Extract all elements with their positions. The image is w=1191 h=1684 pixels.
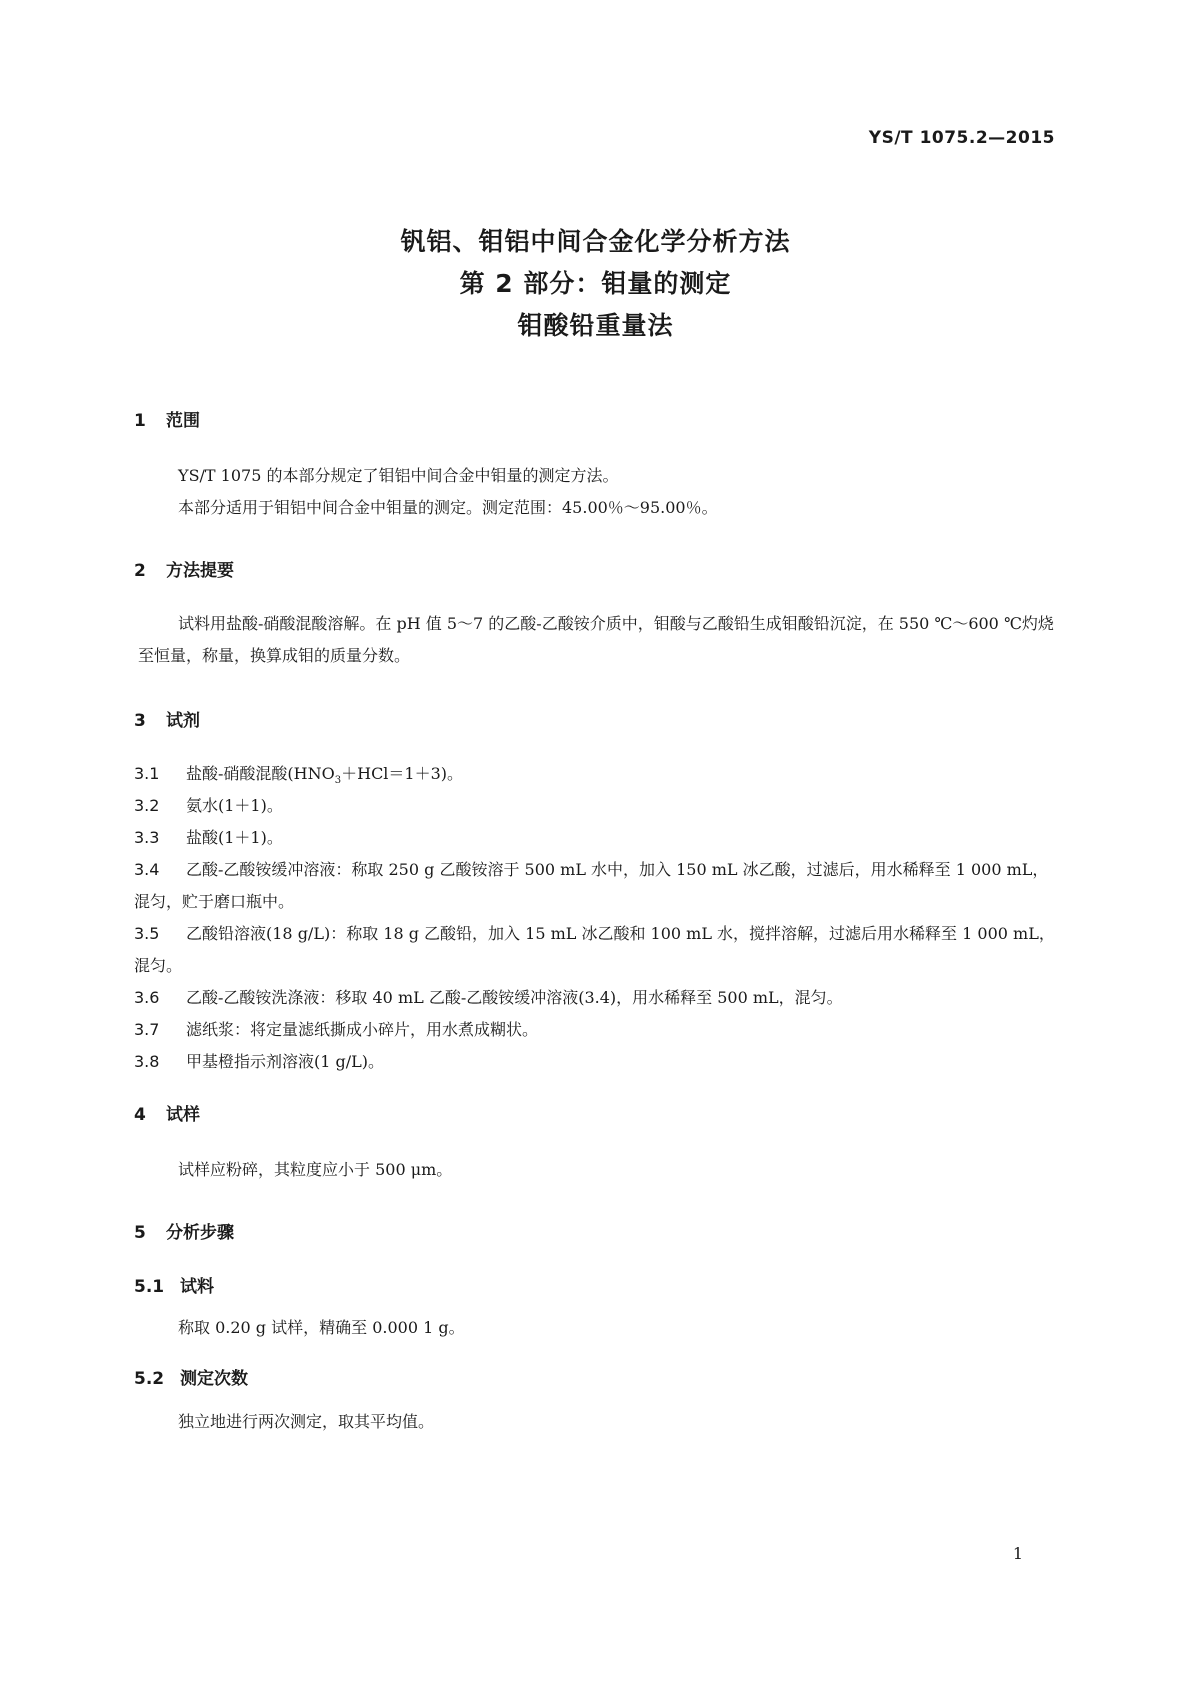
section-title: 试样: [166, 1105, 200, 1125]
section-number: 2: [134, 561, 146, 581]
item-text: 甲基橙指示剂溶液(1 g/L)。: [186, 1052, 385, 1071]
section-heading-4: [134, 1100, 200, 1125]
section-heading-5: [134, 1218, 234, 1243]
paragraph: 独立地进行两次测定，取其平均值。: [178, 1412, 435, 1431]
paragraph: YS/T 1075 的本部分规定了钼铝中间合金中钼量的测定方法。: [178, 466, 619, 485]
section-heading-3: [134, 706, 200, 731]
item-text: 滤纸浆：将定量滤纸撕成小碎片，用水煮成糊状。: [186, 1020, 539, 1039]
subsection-heading-5-1: [134, 1272, 214, 1297]
item-subscript: 3: [334, 775, 342, 787]
section-title: 测定次数: [180, 1369, 248, 1389]
section-title: 方法提要: [166, 561, 234, 581]
paragraph: 称取 0.20 g 试样，精确至 0.000 1 g。: [178, 1318, 465, 1337]
title-line-1: 钒铝、钼铝中间合金化学分析方法: [400, 227, 791, 256]
subsection-heading-5-2: [134, 1364, 248, 1389]
paragraph: 本部分适用于钼铝中间合金中钼量的测定。测定范围：45.00％～95.00％。: [178, 498, 718, 517]
list-item: [134, 822, 1059, 854]
list-item: [134, 854, 1059, 918]
item-number: 3.8: [134, 1052, 160, 1071]
item-number: 3.5: [134, 924, 160, 943]
item-number: 3.1: [134, 764, 160, 783]
item-text: ＋HCl＝1＋3)。: [341, 764, 464, 783]
list-item: [134, 1014, 1059, 1046]
section-title: 试料: [180, 1277, 214, 1297]
item-text: 氨水(1＋1)。: [186, 796, 283, 815]
title-line-3: 钼酸铅重量法: [517, 311, 674, 340]
section-title: 试剂: [166, 711, 200, 731]
list-item: [134, 982, 1059, 1014]
section-number: 3: [134, 711, 146, 731]
item-text: 盐酸(1＋1)。: [186, 828, 283, 847]
list-item: [134, 1046, 1059, 1078]
item-number: 3.4: [134, 860, 160, 879]
standard-code: YS/T 1075.2—2015: [868, 128, 1055, 148]
page-number: 1: [1012, 1544, 1023, 1563]
item-number: 3.6: [134, 988, 160, 1007]
section-number: 4: [134, 1105, 146, 1125]
item-number: 3.3: [134, 828, 160, 847]
item-text: 乙酸铅溶液(18 g/L)：称取 18 g 乙酸铅，加入 15 mL 冰乙酸和 100 mL 水，搅拌溶解，过滤后用水稀释至 1 000 mL，混匀。: [134, 924, 1055, 975]
item-text: 乙酸-乙酸铵缓冲溶液：称取 250 g 乙酸铵溶于 500 mL 水中，加入 150 mL 冰乙酸，过滤后，用水稀释至 1 000 mL，混匀，贮于磨口瓶中。: [134, 860, 1049, 911]
item-number: 3.2: [134, 796, 160, 815]
section-title: 分析步骤: [166, 1223, 234, 1243]
section-number: 5.2: [134, 1369, 165, 1389]
section-number: 1: [134, 411, 146, 431]
item-number: 3.7: [134, 1020, 160, 1039]
item-text: 盐酸-硝酸混酸(HNO: [186, 764, 335, 783]
list-item: [134, 918, 1059, 982]
section-number: 5.1: [134, 1277, 165, 1297]
section-heading-1: [134, 406, 200, 431]
paragraph-text: 试料用盐酸-硝酸混酸溶解。在 pH 值 5～7 的乙酸-乙酸铵介质中，钼酸与乙酸铅生成钼酸铅沉淀，在 550 ℃～600 ℃灼烧至恒量，称量，换算成钼的质量分数。: [138, 614, 1054, 665]
item-text: 乙酸-乙酸铵洗涤液：移取 40 mL 乙酸-乙酸铵缓冲溶液(3.4)，用水稀释至 500 mL，混匀。: [186, 988, 843, 1007]
list-item: [134, 790, 1059, 822]
paragraph: [138, 608, 1058, 672]
section-heading-2: [134, 556, 234, 581]
section-number: 5: [134, 1223, 146, 1243]
title-line-2: 第 2 部分：钼量的测定: [459, 269, 732, 298]
paragraph: 试样应粉碎，其粒度应小于 500 μm。: [178, 1160, 453, 1179]
section-title: 范围: [166, 411, 200, 431]
